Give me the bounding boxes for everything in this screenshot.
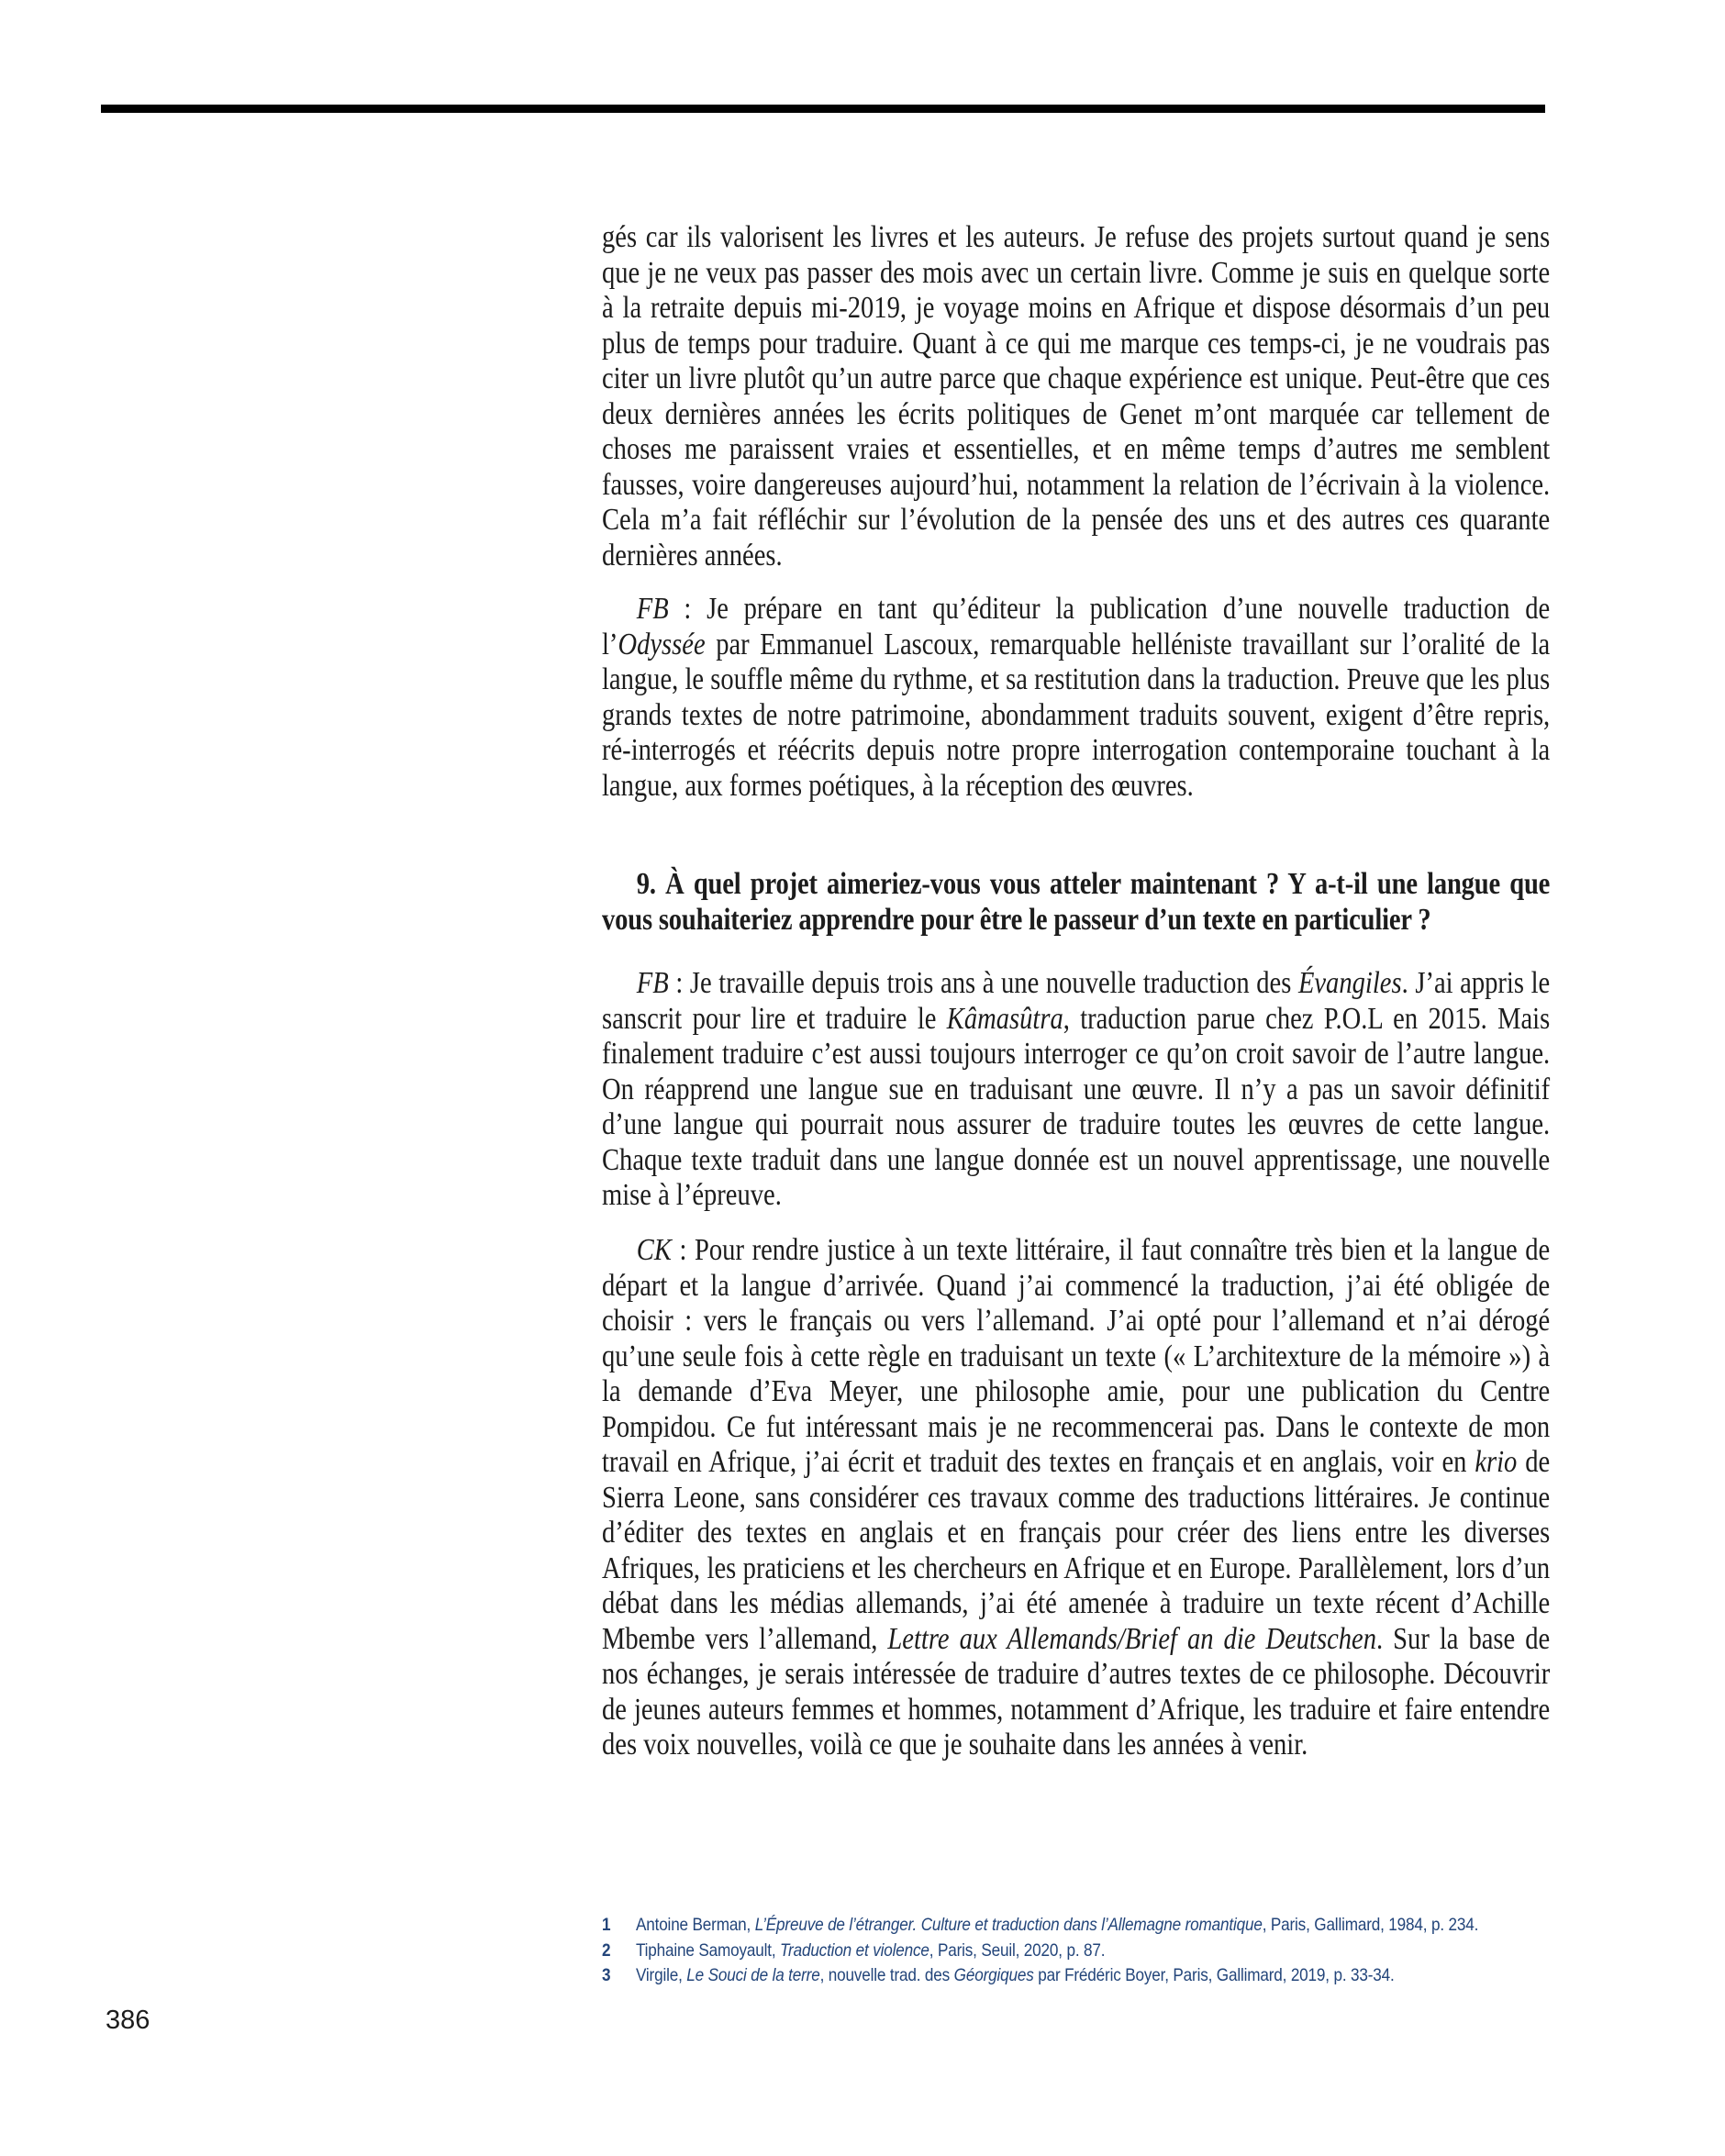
text-segment: Géorgiques (953, 1965, 1034, 1985)
text-column (602, 220, 1550, 1963)
text-segment: krio (1475, 1445, 1518, 1479)
text-segment: Évangiles (1297, 966, 1402, 1000)
text-segment: par Frédéric Boyer, Paris, Gallimard, 2019, p. 33-34. (1033, 1965, 1395, 1985)
text-segment: Odyssée (618, 627, 706, 661)
text-segment: Le Souci de la terre (686, 1965, 820, 1985)
text-segment: , Paris, Seuil, 2020, p. 87. (929, 1939, 1106, 1961)
body-paragraph (602, 592, 1550, 804)
text-segment: Lettre aux Allemands/Brief an die Deutschen (887, 1621, 1377, 1656)
body-paragraph (602, 220, 1550, 573)
footnotes (602, 1913, 1559, 1989)
text-segment: : Pour rendre justice à un texte littéraire, il faut connaître très bien et la langue de départ et la langue d’arrivée. Quand j’ai commencé la traduction, j’ai été obligée de choisir : vers le français ou vers l’allemand. J’ai opté pour l’allemand et n’ai dérogé qu’une seule fois à cette règle en traduisant un texte (« L’architexture de la mémoire ») à la demande d’Eva Meyer, une philosophe amie, pour une publication du Centre Pompidou. Ce fut intéressant mais je ne recommencerai pas. Dans le contexte de mon travail en Afrique, j’ai écrit et traduit des textes en français et en anglais, voir en (602, 1233, 1551, 1479)
text-segment: gés car ils valorisent les livres et les auteurs. Je refuse des projets surtout quand je sens que je ne veux pas passer des mois avec un certain livre. Comme je suis en quelque sorte à la retraite depuis mi-2019, je voyage moins en Afrique et dispose désormais d’un peu plus de temps pour traduire. Quant à ce qui me marque ces temps-ci, je ne voudrais pas citer un livre plutôt qu’un autre parce que chaque expérience est unique. Peut-être que ces deux dernières années les écrits politiques de Genet m’ont marquée car tellement de choses me paraissent vraies et essentielles, et en même temps d’autres me semblent fausses, voire dangereuses aujourd’hui, notamment la relation de l’écrivain à la violence. Cela m’a fait réfléchir sur l’évolution de la pensée des uns et des autres ces quarante dernières années. (602, 220, 1551, 572)
text-segment: : Je travaille depuis trois ans à une nouvelle traduction des (668, 966, 1298, 1000)
footnote-text (636, 1939, 1105, 1964)
body-paragraph (602, 1233, 1550, 1763)
text-segment: . Sur la base de nos échanges, je serais intéressée de traduire d’autres textes de ce philosophe. Découvrir de jeunes auteurs femmes et hommes, notamment d’Afrique, les traduire et faire entendre des voix nouvelles, voilà ce que je souhaite dans les années à venir. (602, 1621, 1551, 1761)
footnote-number: 1 (602, 1915, 611, 1935)
text-segment: Kâmasûtra (946, 1001, 1063, 1036)
text-segment: FB (636, 966, 669, 1000)
text-segment: : Je prépare en tant qu’éditeur la publication d’une nouvelle traduction de l’ (602, 592, 1551, 661)
footnote-number: 3 (602, 1965, 611, 1985)
footnote-row (602, 1939, 1559, 1964)
question-heading (602, 867, 1550, 938)
text-segment: de Sierra Leone, sans considérer ces travaux comme des traductions littéraires. Je continue d’éditer des textes en anglais et en français pour créer des liens entre les diverses Afriques, les praticiens et les chercheurs en Afrique et en Europe. Parallèlement, lors d’un débat dans les médias allemands, j’ai été amenée à traduire un texte récent d’Achille Mbembe vers l’allemand, (602, 1445, 1551, 1656)
text-segment: FB (636, 592, 669, 626)
footnote-text (636, 1963, 1395, 1989)
page-number: 386 (106, 2006, 150, 2035)
text-segment: Antoine Berman, (635, 1915, 755, 1935)
text-segment: 9. À quel projet aimeriez-vous vous atteler maintenant ? Y a-t-il une langue que vous souhaiteriez apprendre pour être le passeur d’un texte en particulier ? (602, 867, 1551, 937)
text-segment: , nouvelle trad. des (819, 1965, 954, 1985)
text-segment: par Emmanuel Lascoux, remarquable helléniste travaillant sur l’oralité de la langue, le souffle même du rythme, et sa restitution dans la traduction. Preuve que les plus grands textes de notre patrimoine, abondamment traduits souvent, exigent d’être repris, ré-interrogés et réécrits depuis notre propre interrogation contemporaine touchant à la langue, aux formes poétiques, à la réception des œuvres. (602, 627, 1551, 803)
text-segment: , Paris, Gallimard, 1984, p. 234. (1262, 1915, 1479, 1935)
text-segment: Traduction et violence (780, 1939, 929, 1961)
footnote-number: 2 (602, 1939, 611, 1961)
text-segment: Virgile, (635, 1965, 687, 1985)
text-segment: Tiphaine Samoyault, (635, 1939, 781, 1961)
body-paragraph (602, 966, 1550, 1214)
text-segment: , traduction parue chez P.O.L en 2015. Mais finalement traduire c’est aussi toujours interroger ce qu’on croit savoir de l’autre langue. On réapprend une langue sue en traduisant une œuvre. Il n’y a pas un savoir définitif d’une langue qui pourrait nous assurer de traduire toutes les œuvres de cette langue. Chaque texte traduit dans une langue donnée est un nouvel apprentissage, une nouvelle mise à l’épreuve. (602, 1001, 1551, 1212)
footnote-text (636, 1913, 1478, 1939)
top-rule (101, 105, 1545, 113)
footnote-row (602, 1913, 1559, 1939)
footnote-row (602, 1963, 1559, 1989)
text-segment: CK (636, 1233, 672, 1267)
text-segment: . J’ai appris le sanscrit pour lire et traduire le (602, 966, 1551, 1036)
text-segment: L’Épreuve de l’étranger. Culture et traduction dans l’Allemagne romantique (754, 1915, 1263, 1935)
